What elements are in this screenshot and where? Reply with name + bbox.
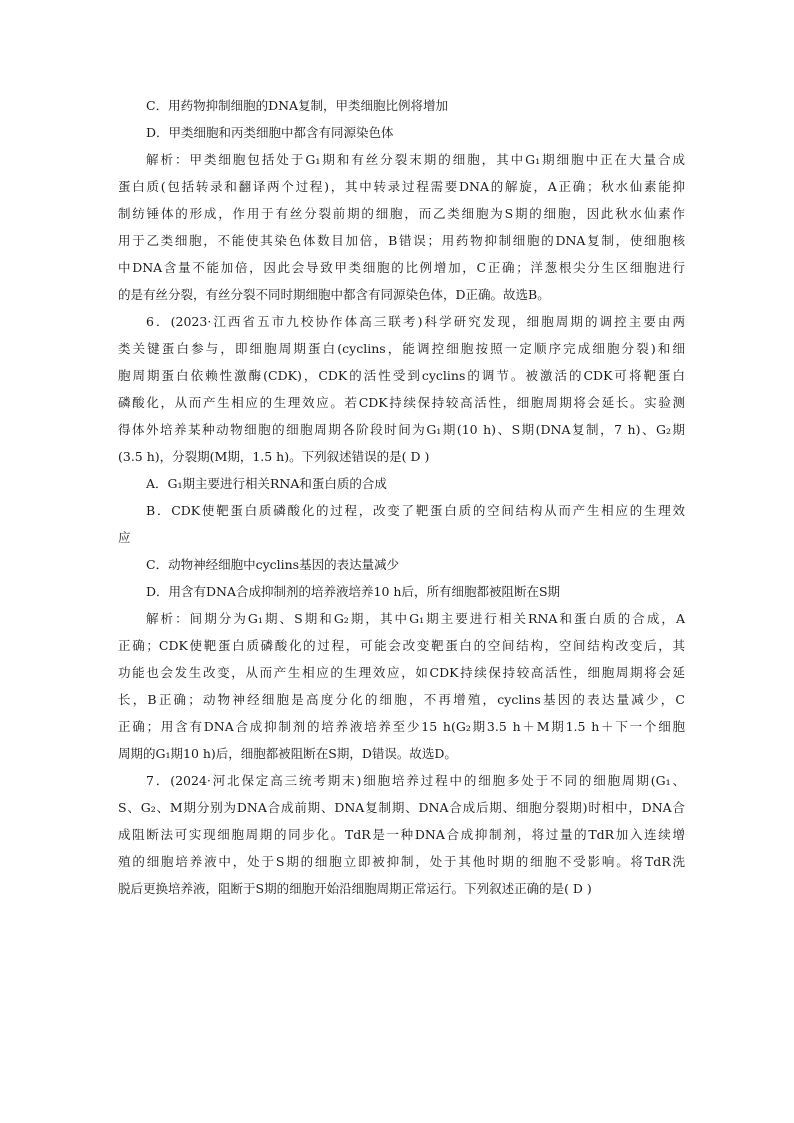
question-6-line-3: 胞周期蛋白依赖性激酶(CDK)，CDK的活性受到cyclins的调节。被激活的CDK可将靶蛋白 [118,368,685,383]
question-6-line-5: 得体外培养某种动物细胞的细胞周期各阶段时间为G₁期(10 h)、S期(DNA复制，7 h)、G₂期 [118,422,685,437]
analysis-5-line-4: 用于乙类细胞，不能使其染色体数目加倍，B错误；用药物抑制细胞的DNA复制，使细胞核 [118,233,685,248]
analysis-5-line-3: 制纺锤体的形成，作用于有丝分裂前期的细胞，而乙类细胞为S期的细胞，因此秋水仙素作 [118,206,685,221]
analysis-5-line-5: 中DNA含量不能加倍，因此会导致甲类细胞的比例增加，C正确；洋葱根尖分生区细胞进行 [118,260,685,275]
question-6-line-4: 磷酸化，从而产生相应的生理效应。若CDK持续保持较高活性，细胞周期将会延长。实验测 [118,395,685,410]
question-7-line-4: 殖的细胞培养液中，处于S期的细胞立即被抑制，处于其他时期的细胞不受影响。将TdR洗 [118,854,685,869]
document-page [118,92,685,902]
analysis-5-line-6: 的是有丝分裂，有丝分裂不同时期细胞中都含有同源染色体，D正确。故选B。 [118,287,550,302]
question-6-option-d: D．用含有DNA合成抑制剂的培养液培养10 h后，所有细胞都被阻断在S期 [146,584,561,599]
question-7-line-1: 7．(2024·河北保定高三统考期末)细胞培养过程中的细胞多处于不同的细胞周期(G₁、 [146,773,685,788]
question-7-line-3: 成阻断法可实现细胞周期的同步化。TdR是一种DNA合成抑制剂，将过量的TdR加入连续增 [118,827,685,842]
analysis-5-line-1: 解析：甲类细胞包括处于G₁期和有丝分裂末期的细胞，其中G₁期细胞中正在大量合成 [146,152,685,167]
option-d-prev: D．甲类细胞和丙类细胞中都含有同源染色体 [146,125,394,140]
question-7-line-5: 脱后更换培养液，阻断于S期的细胞开始沿细胞周期正常运行。下列叙述正确的是( D ) [118,881,592,896]
analysis-5-line-2: 蛋白质(包括转录和翻译两个过程)，其中转录过程需要DNA的解旋，A正确；秋水仙素能抑 [118,179,685,194]
analysis-6-line-5: 正确；用含有DNA合成抑制剂的培养液培养至少15 h(G₂期3.5 h＋M期1.5 h＋下一个细胞 [118,719,685,734]
question-6-option-b-cont: 应 [118,530,131,545]
question-7-line-2: S、G₂、M期分别为DNA合成前期、DNA复制期、DNA合成后期、细胞分裂期)时相中，DNA合 [118,800,685,815]
analysis-6-line-4: 长，B正确；动物神经细胞是高度分化的细胞，不再增殖，cyclins基因的表达量减少，C [118,692,685,707]
question-6-option-a: A．G₁期主要进行相关RNA和蛋白质的合成 [146,476,387,491]
question-6-line-1: 6．(2023·江西省五市九校协作体高三联考)科学研究发现，细胞周期的调控主要由两 [146,314,685,329]
question-6-line-6: (3.5 h)，分裂期(M期，1.5 h)。下列叙述错误的是( D ) [118,449,430,464]
question-6-option-c: C．动物神经细胞中cyclins基因的表达量减少 [146,557,400,572]
question-6-line-2: 类关键蛋白参与，即细胞周期蛋白(cyclins，能调控细胞按照一定顺序完成细胞分裂)和细 [118,341,685,356]
analysis-6-line-6: 周期的G₁期10 h)后，细胞都被阻断在S期，D错误。故选D。 [118,746,457,761]
option-c-prev: C．用药物抑制细胞的DNA复制，甲类细胞比例将增加 [146,98,449,113]
question-6-option-b: B．CDK使靶蛋白质磷酸化的过程，改变了靶蛋白质的空间结构从而产生相应的生理效 [146,503,685,518]
analysis-6-line-3: 功能也会发生改变，从而产生相应的生理效应，如CDK持续保持较高活性，细胞周期将会延 [118,665,685,680]
analysis-6-line-1: 解析：间期分为G₁期、S期和G₂期，其中G₁期主要进行相关RNA和蛋白质的合成，A [146,611,685,626]
analysis-6-line-2: 正确；CDK使靶蛋白质磷酸化的过程，可能会改变靶蛋白的空间结构，空间结构改变后，其 [118,638,685,653]
